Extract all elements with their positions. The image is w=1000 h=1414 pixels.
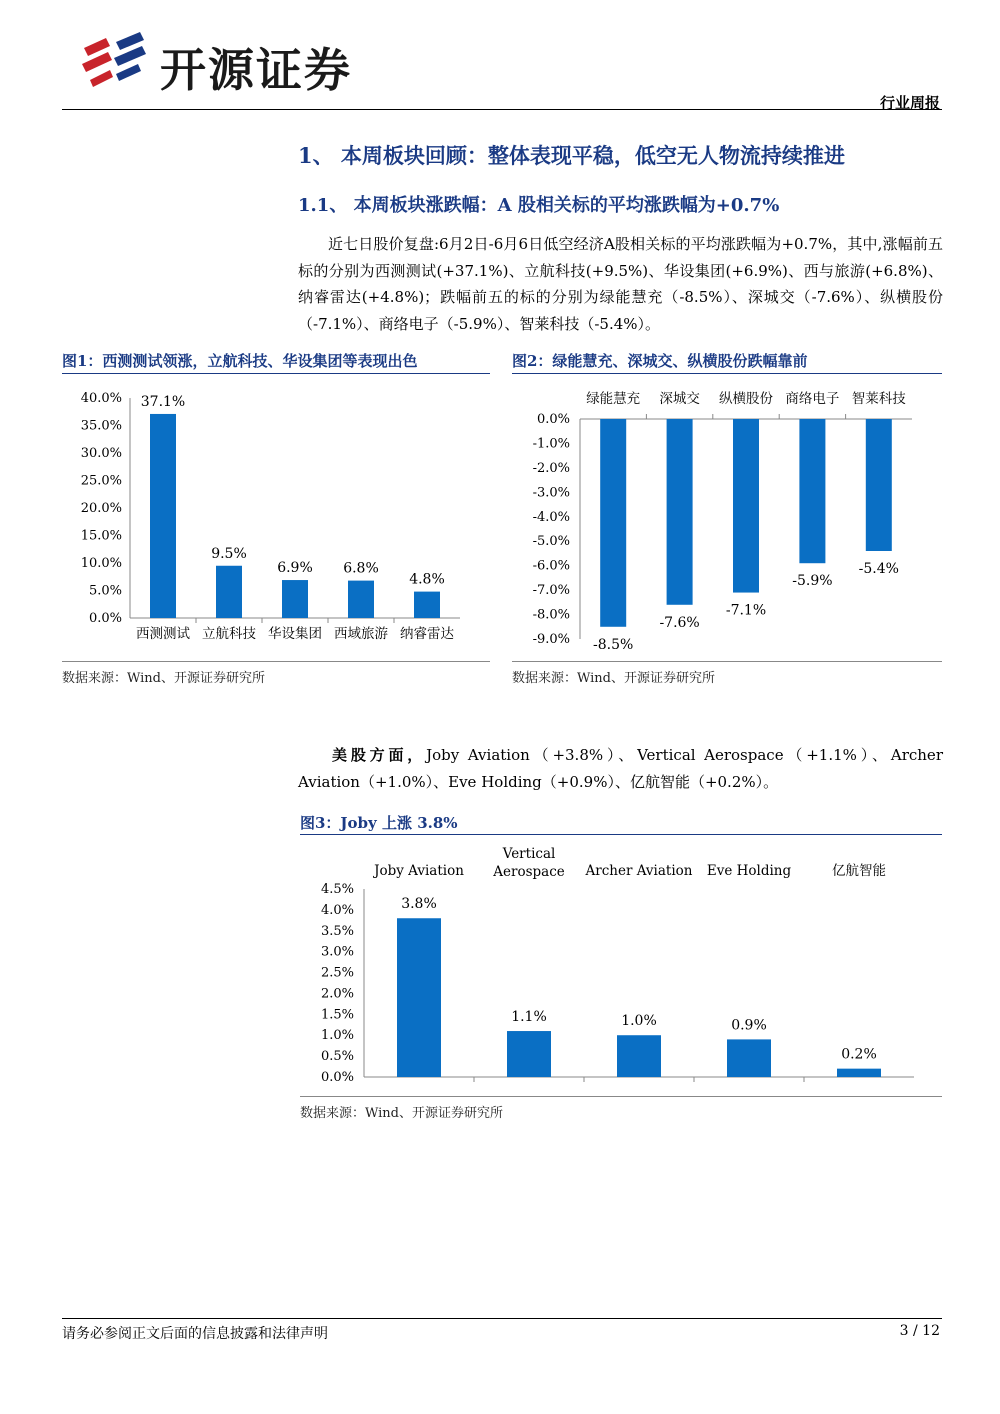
y-tick-label: 15.0% [80,528,122,544]
data-label: -7.6% [659,614,700,631]
y-tick-label: 0.0% [536,412,570,427]
paragraph-us-lead: 美股方面， [332,746,427,764]
bar [216,566,242,618]
y-tick-label: 0.0% [320,1070,354,1085]
y-tick-label: -5.0% [532,534,570,550]
footer-disclaimer: 请务必参阅正文后面的信息披露和法律声明 [62,1326,328,1342]
figure-3-bottom-rule [300,1096,942,1097]
y-tick-label: 2.5% [320,965,354,981]
y-tick-label: -9.0% [532,632,570,647]
x-tick-label: 华设集团 [268,626,322,642]
bar [397,918,441,1077]
data-label: -8.5% [593,636,634,653]
data-label: 1.1% [511,1009,547,1026]
figure-3-top-rule [300,834,942,835]
y-tick-label: -6.0% [532,558,570,574]
figure-1-title: 图1：西测测试领涨，立航科技、华设集团等表现出色 [62,352,418,370]
x-tick-label: 纵横股份 [719,391,773,407]
figure-3-title: 图3：Joby 上涨 3.8% [300,814,458,832]
x-tick-label: Vertical Aerospace [493,846,565,880]
data-label: 9.5% [211,545,247,562]
bar [667,419,693,605]
data-label: 0.9% [731,1017,767,1034]
bar [727,1039,771,1077]
y-tick-label: 30.0% [80,446,122,461]
x-tick-label: 深城交 [659,391,700,407]
data-label: 1.0% [621,1013,657,1030]
y-tick-label: 40.0% [80,391,122,406]
y-tick-label: 4.5% [320,882,354,897]
data-label: -5.9% [792,573,833,590]
paragraph-us-stocks [298,742,943,795]
y-tick-label: -4.0% [532,509,570,525]
y-tick-label: -8.0% [532,607,570,623]
y-tick-label: 1.0% [320,1028,354,1044]
brand-logo-icon [80,28,152,90]
data-label: -5.4% [858,561,899,577]
brand-name: 开源证券 [160,43,352,97]
y-tick-label: 0.0% [88,611,122,626]
bar [799,419,825,563]
x-tick-label: 立航科技 [202,626,256,642]
section-heading: 1、 本周板块回顾：整体表现平稳，低空无人物流持续推进 [298,143,845,168]
figure-2-chart [512,378,942,658]
y-tick-label: -7.0% [532,583,570,599]
subsection-heading: 1.1、 本周板块涨跌幅：A 股相关标的平均涨跌幅为+0.7% [298,195,780,216]
y-tick-label: 4.0% [320,902,354,918]
x-tick-label: 智莱科技 [851,391,906,407]
x-tick-label: Eve Holding [706,863,792,879]
page-number: 3 / 12 [899,1323,940,1339]
y-tick-label: -3.0% [532,485,570,501]
y-tick-label: 2.0% [320,986,354,1002]
x-tick-label: 纳睿雷达 [400,626,454,642]
figure-1-chart [62,378,490,658]
paragraph-a-share: 近七日股价复盘:6月2日-6月6日低空经济A股相关标的平均涨跌幅为+0.7%，其中,涨幅前五标的分别为西测测试(+37.1%)、立航科技(+9.5%)、华设集团(+6.9%)、西与旅游(+6.8%)、纳睿雷达(+4.8%)；跌幅前五的标的分别为绿能慧充（-8.5%）、深城交（-7.6%）、纵横股份（-7.1%）、商络电子（-5.9%）、智莱科技（-5.4%）。 [298,235,943,333]
bar [150,414,176,618]
bar [837,1069,881,1077]
y-tick-label: 3.5% [320,923,354,939]
data-label: 4.8% [409,571,445,588]
y-tick-label: 1.5% [320,1007,354,1023]
x-tick-label: 商络电子 [785,391,840,407]
bar [507,1031,551,1077]
x-tick-label: 亿航智能 [832,863,886,879]
x-tick-label: 西测测试 [136,626,190,642]
figure-1-bottom-rule [62,661,490,662]
data-label: 37.1% [140,393,186,410]
data-label: 6.9% [277,560,313,577]
figure-2-bottom-rule [512,661,942,662]
figure-2-top-rule [512,373,942,374]
bar [617,1035,661,1077]
bar [600,419,626,627]
x-tick-label: Joby Aviation [374,863,464,879]
x-tick-label: 西域旅游 [334,626,388,642]
bar [866,419,892,551]
figure-1-source: 数据来源：Wind、开源证券研究所 [62,671,265,686]
figure-1-top-rule [62,373,490,374]
data-label: 6.8% [343,560,379,577]
y-tick-label: 20.0% [80,501,122,516]
bar [282,580,308,618]
report-type-label: 行业周报 [879,94,940,112]
footer-divider [62,1318,942,1319]
y-tick-label: 25.0% [80,473,122,489]
y-tick-label: 10.0% [80,556,122,571]
figure-2-title: 图2：绿能慧充、深城交、纵横股份跌幅靠前 [512,352,808,370]
y-tick-label: -1.0% [532,436,570,452]
figure-2-source: 数据来源：Wind、开源证券研究所 [512,671,715,686]
bar [348,581,374,618]
x-tick-label: Archer Aviation [585,863,693,879]
data-label: 0.2% [841,1046,877,1063]
figure-3-source: 数据来源：Wind、开源证券研究所 [300,1106,503,1121]
figure-3-chart [300,838,942,1093]
x-tick-label: 绿能慧充 [586,391,641,407]
y-tick-label: -2.0% [532,460,570,476]
data-label: -7.1% [725,602,767,619]
header-divider [62,109,942,110]
paragraph-us-body: Joby Aviation（+3.8%）、Vertical Aerospace（+1.1%）、Archer Aviation（+1.0%）、Eve Holding（+0.9%）、亿航智能（+0.2%）。 [298,746,943,791]
y-tick-label: 3.0% [320,944,354,960]
bar [414,592,440,618]
y-tick-label: 0.5% [320,1049,354,1065]
y-tick-label: 5.0% [88,583,122,599]
data-label: 3.8% [401,896,437,913]
bar [733,419,759,593]
y-tick-label: 35.0% [80,418,122,434]
